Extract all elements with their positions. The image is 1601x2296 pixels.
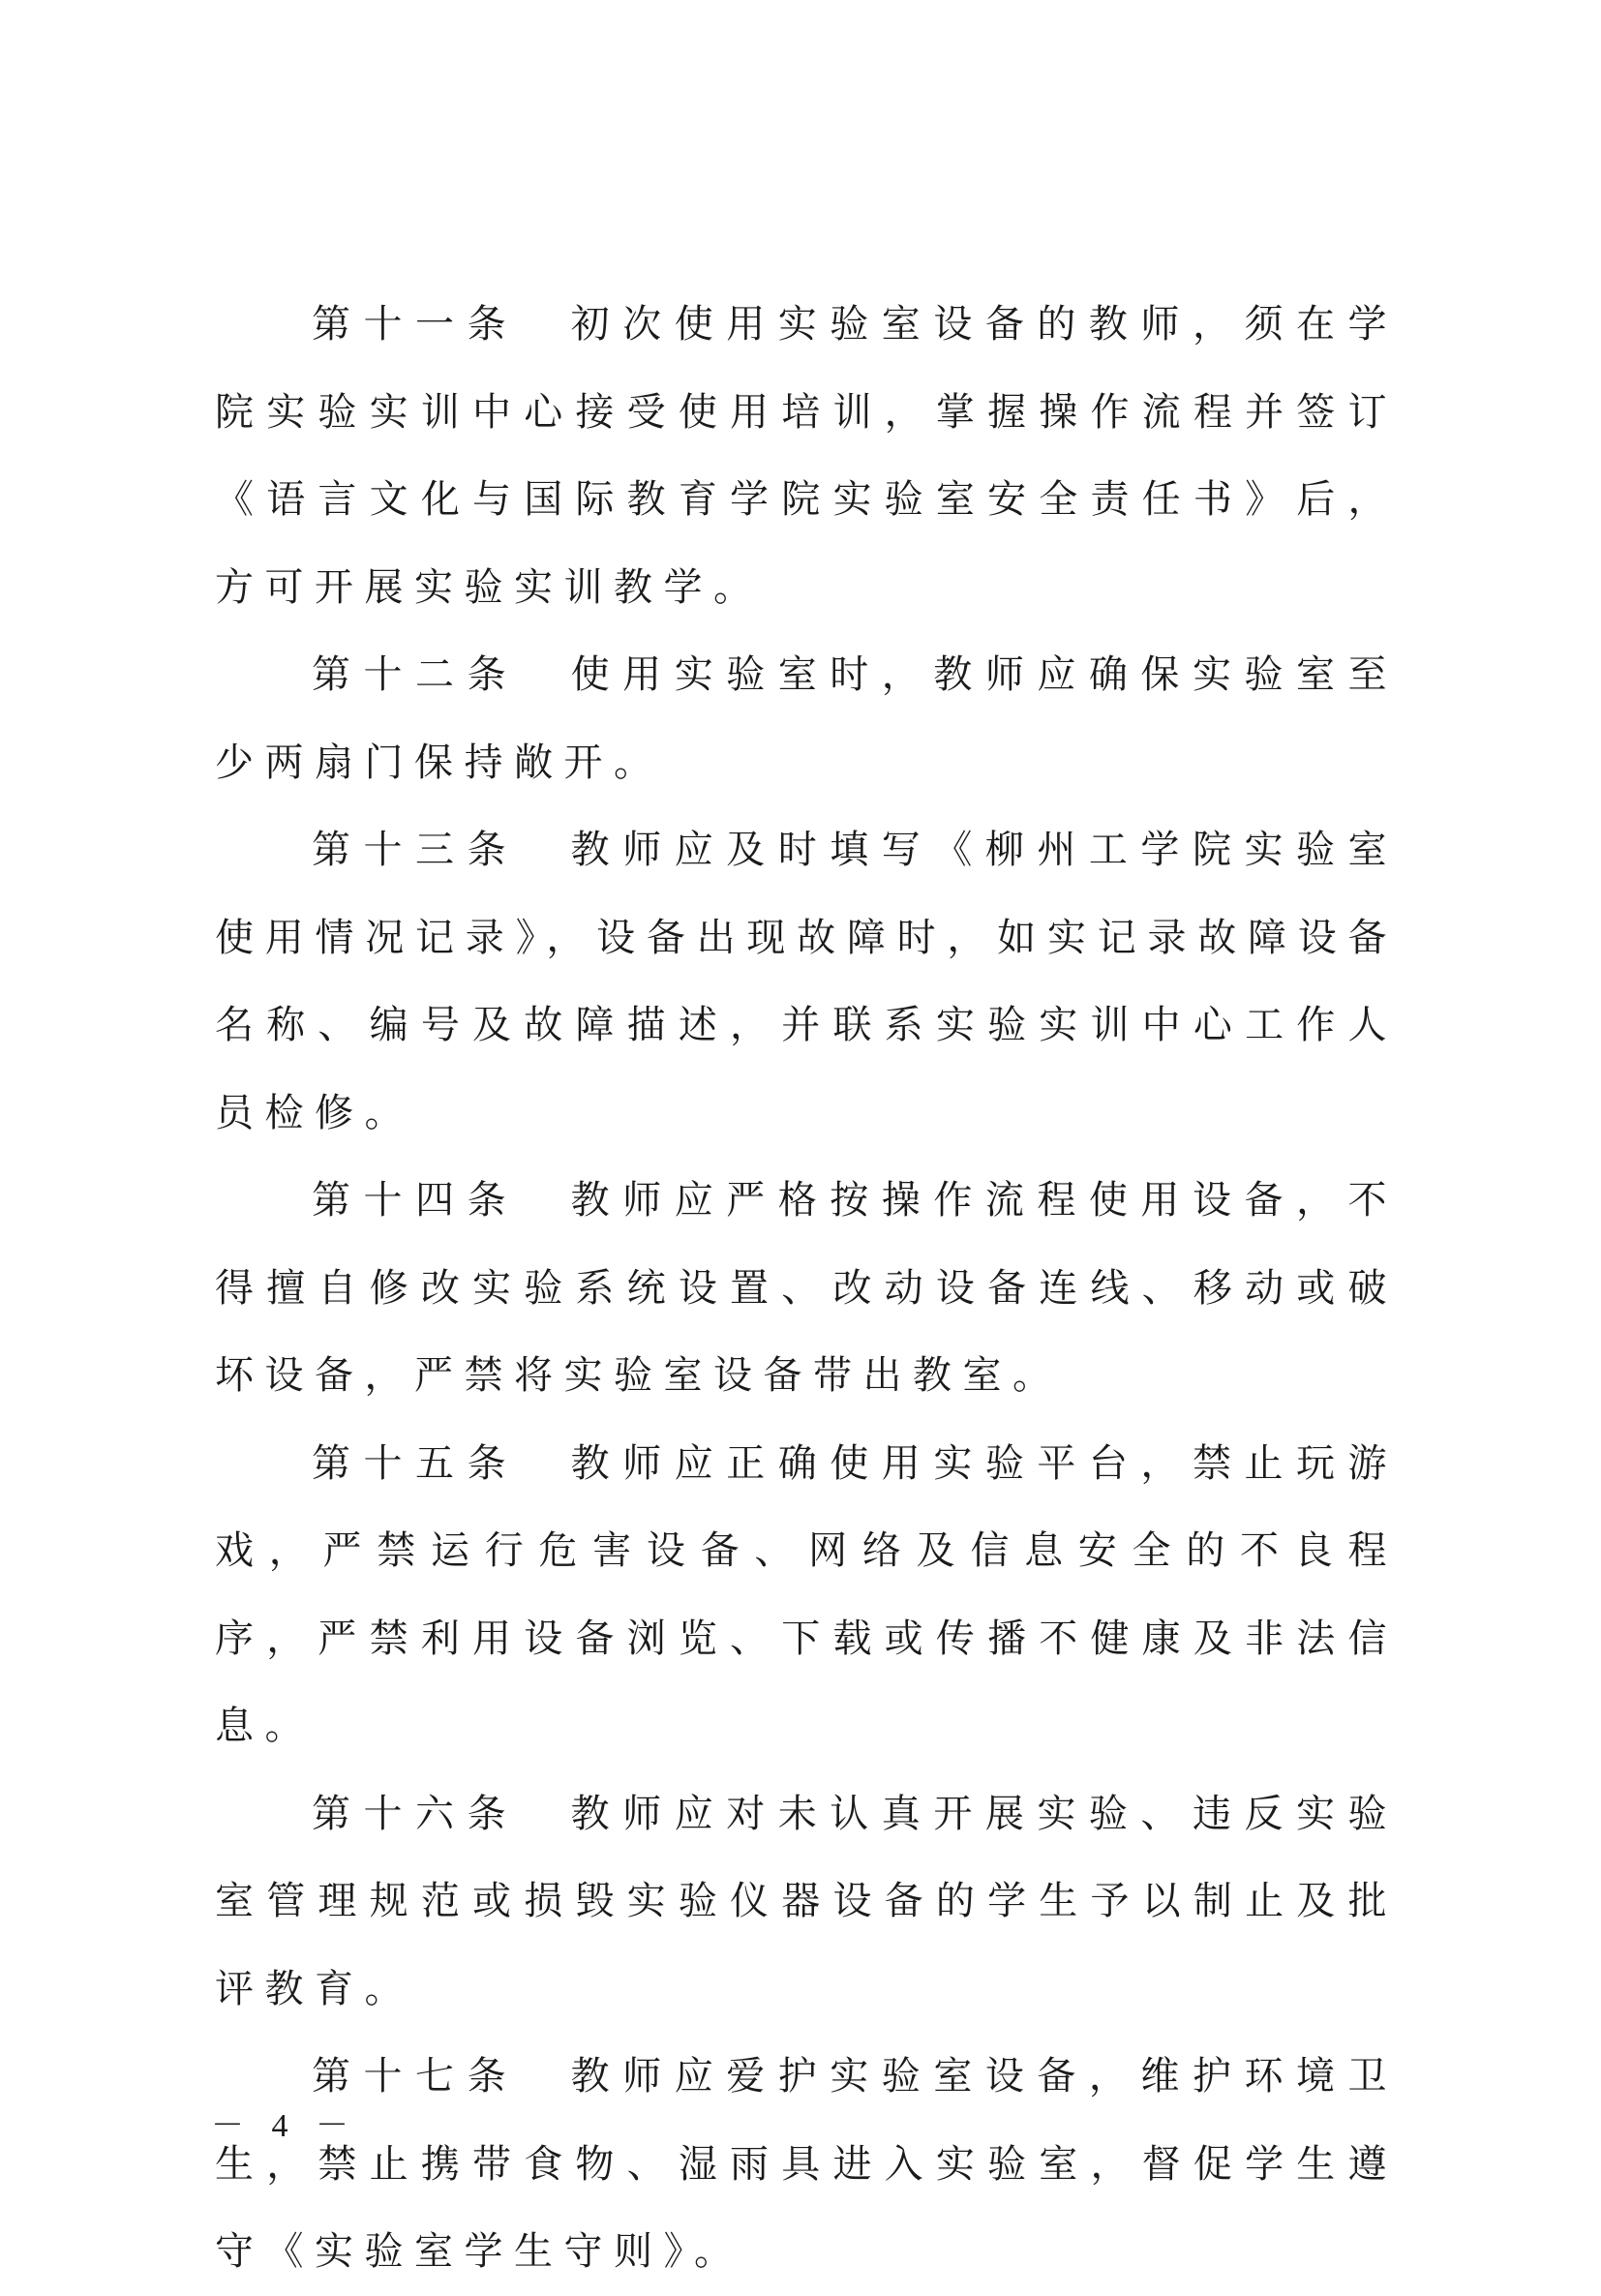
document-body bbox=[215, 281, 1398, 2296]
page-number: － 4 － bbox=[211, 2108, 358, 2144]
article-heading: 第十六条 bbox=[312, 1791, 520, 1836]
article-heading: 第十二条 bbox=[312, 652, 520, 697]
article-text: 教师应严格按操作流程使用设备，不得擅自修改实验系统设置、改动设备连线、移动或破坏设备，严禁将实验室设备带出教室。 bbox=[215, 1178, 1399, 1398]
article-11-paragraph bbox=[215, 281, 1398, 631]
article-heading: 第十七条 bbox=[312, 2054, 520, 2099]
article-heading: 第十五条 bbox=[312, 1440, 520, 1486]
article-heading: 第十四条 bbox=[312, 1178, 520, 1223]
article-12-paragraph bbox=[215, 631, 1398, 806]
article-text: 教师应及时填写《柳州工学院实验室使用情况记录》，设备出现故障时，如实记录故障设备名称、编号及故障描述，并联系实验实训中心工作人员检修。 bbox=[215, 828, 1399, 1135]
article-17-paragraph bbox=[215, 2033, 1398, 2296]
article-14-paragraph bbox=[215, 1157, 1398, 1420]
article-text: 初次使用实验室设备的教师，须在学院实验实训中心接受使用培训，掌握操作流程并签订《语言文化与国际教育学院实验室安全责任书》后，方可开展实验实训教学。 bbox=[215, 302, 1399, 610]
article-text: 教师应对未认真开展实验、违反实验室管理规范或损毁实验仪器设备的学生予以制止及批评教育。 bbox=[215, 1791, 1399, 2011]
article-16-paragraph bbox=[215, 1770, 1398, 2034]
article-heading: 第十三条 bbox=[312, 828, 520, 872]
article-heading: 第十一条 bbox=[312, 302, 520, 347]
article-13-paragraph bbox=[215, 806, 1398, 1157]
article-text: 使用实验室时，教师应确保实验室至少两扇门保持敞开。 bbox=[215, 652, 1399, 785]
article-15-paragraph bbox=[215, 1420, 1398, 1770]
article-text: 教师应正确使用实验平台，禁止玩游戏，严禁运行危害设备、网络及信息安全的不良程序，严禁利用设备浏览、下载或传播不健康及非法信息。 bbox=[215, 1440, 1399, 1748]
article-text: 教师应爱护实验室设备，维护环境卫生，禁止携带食物、湿雨具进入实验室，督促学生遵守《实验室学生守则》。 bbox=[215, 2054, 1399, 2274]
